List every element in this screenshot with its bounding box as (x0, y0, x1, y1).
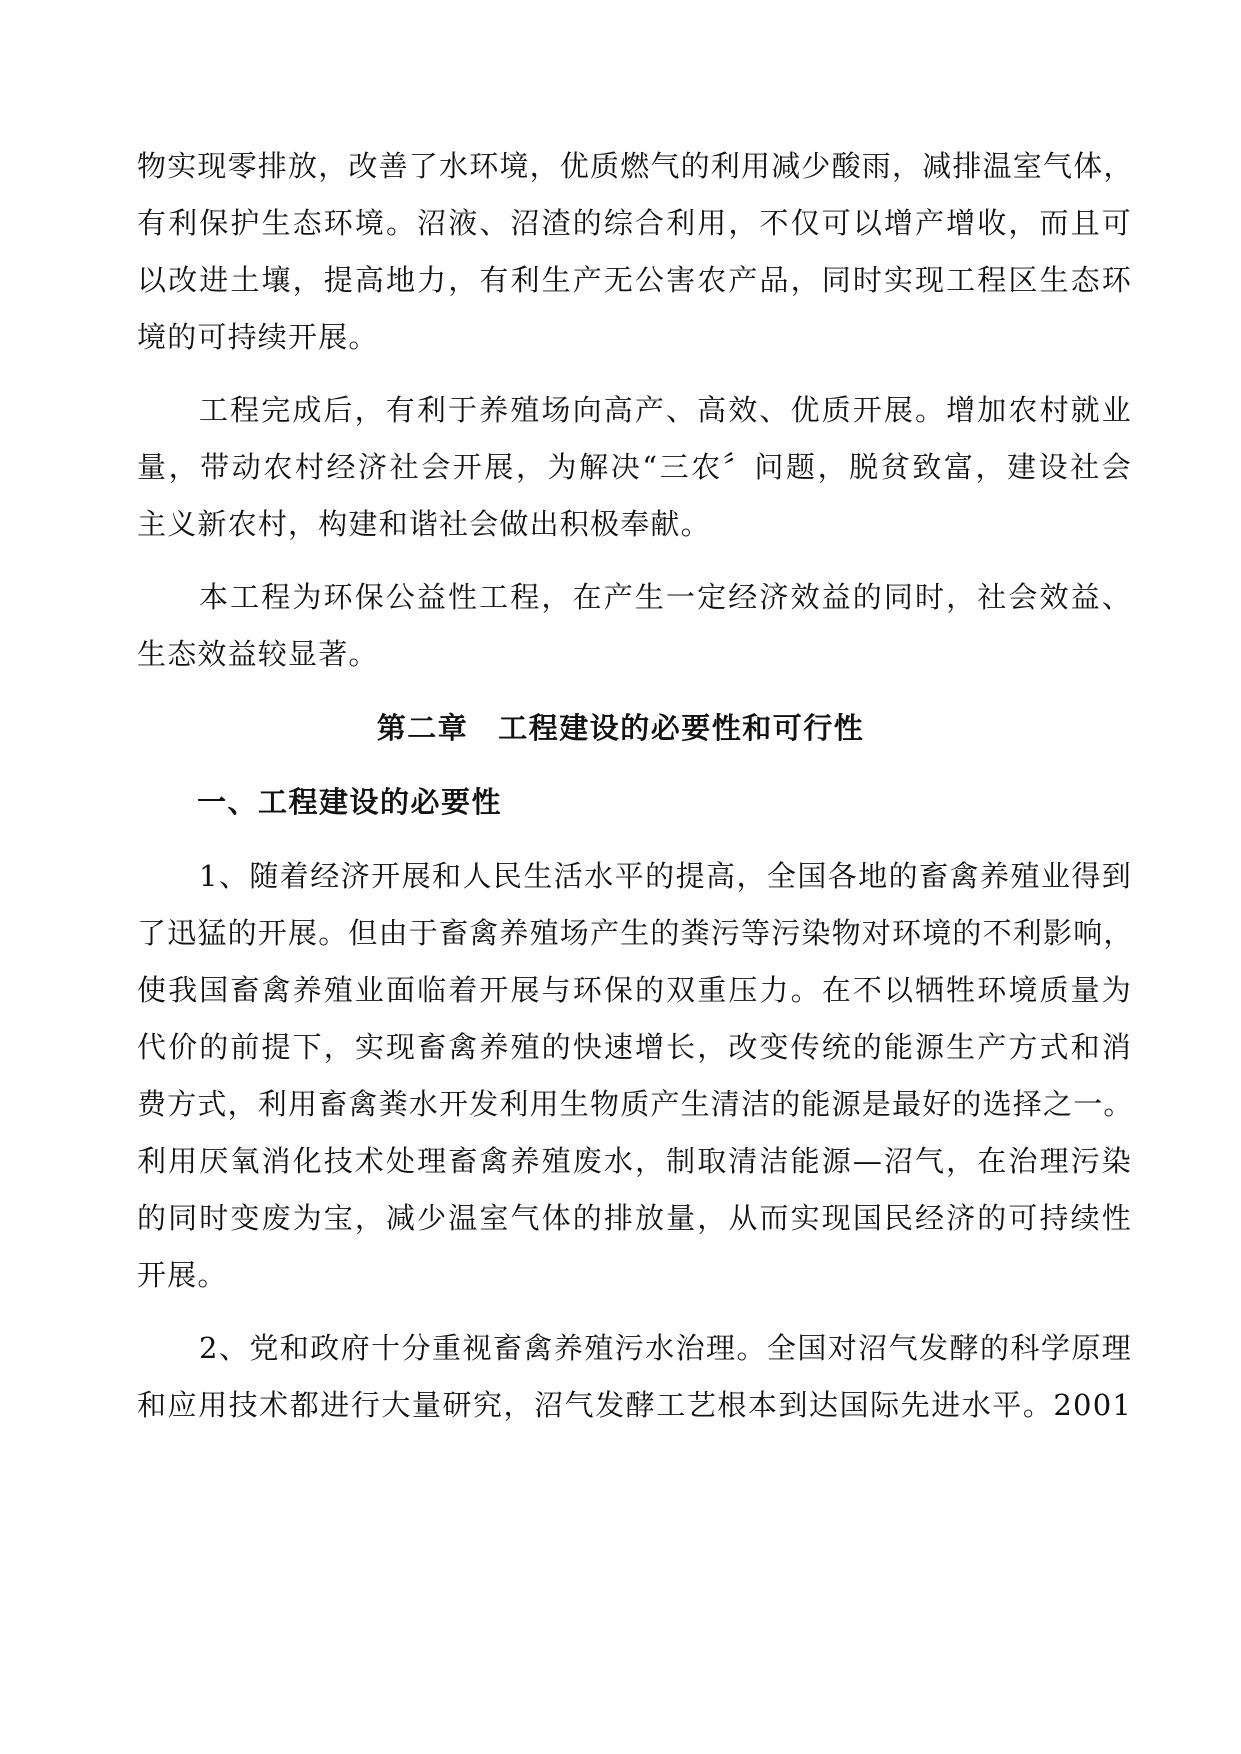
paragraph-4-line-5: 费方式，利用畜禽粪水开发利用生物质产生清洁的能源是最好的选择之一。 (137, 1087, 1134, 1121)
paragraph-1-line-2: 有利保护生态环境。沼液、沼渣的综合利用，不仅可以增产增收，而且可 (137, 206, 1132, 240)
paragraph-4-line-4: 代价的前提下，实现畜禽养殖的快速增长，改变传统的能源生产方式和消 (137, 1030, 1132, 1064)
paragraph-1-line-4: 境的可持续开展。 (137, 320, 379, 354)
paragraph-2-line-3: 主义新农村，构建和谐社会做出积极奉献。 (137, 507, 711, 541)
paragraph-5-line-2: 和应用技术都进行大量研究，沼气发酵工艺根本到达国际先进水平。2001 (137, 1388, 1132, 1422)
chapter-number: 第二章 (376, 711, 469, 745)
chapter-heading (0, 708, 1241, 748)
paragraph-5-line-1: 2、党和政府十分重视畜禽养殖污水治理。全国对沼气发酵的科学原理 (199, 1331, 1132, 1365)
paragraph-4-line-3: 使我国畜禽养殖业面临着开展与环保的双重压力。在不以牺牲环境质量为 (137, 973, 1132, 1007)
paragraph-4-line-1: 1、随着经济开展和人民生活水平的提高，全国各地的畜禽养殖业得到 (199, 859, 1132, 893)
chapter-title: 工程建设的必要性和可行性 (498, 711, 865, 745)
section-heading: 一、工程建设的必要性 (197, 785, 503, 819)
paragraph-4-line-7: 的同时变废为宝，减少温室气体的排放量，从而实现国民经济的可持续性 (137, 1201, 1132, 1235)
paragraph-4-line-2: 了迅猛的开展。但由于畜禽养殖场产生的粪污等污染物对环境的不利影响， (137, 916, 1134, 950)
paragraph-2-line-2: 量，带动农村经济社会开展，为解决“三农〞问题，脱贫致富，建设社会 (137, 450, 1132, 484)
paragraph-3-line-2: 生态效益较显著。 (137, 637, 379, 671)
paragraph-1-line-1: 物实现零排放，改善了水环境，优质燃气的利用减少酸雨，减排温室气体， (137, 149, 1134, 183)
paragraph-1-line-3: 以改进土壤，提高地力，有利生产无公害农产品，同时实现工程区生态环 (137, 263, 1132, 297)
paragraph-2-line-1: 工程完成后，有利于养殖场向高产、高效、优质开展。增加农村就业 (199, 393, 1132, 427)
paragraph-4-line-8: 开展。 (137, 1258, 228, 1292)
paragraph-3-line-1: 本工程为环保公益性工程，在产生一定经济效益的同时，社会效益、 (199, 580, 1132, 614)
paragraph-4-line-6: 利用厌氧消化技术处理畜禽养殖废水，制取清洁能源—沼气，在治理污染 (137, 1144, 1132, 1178)
